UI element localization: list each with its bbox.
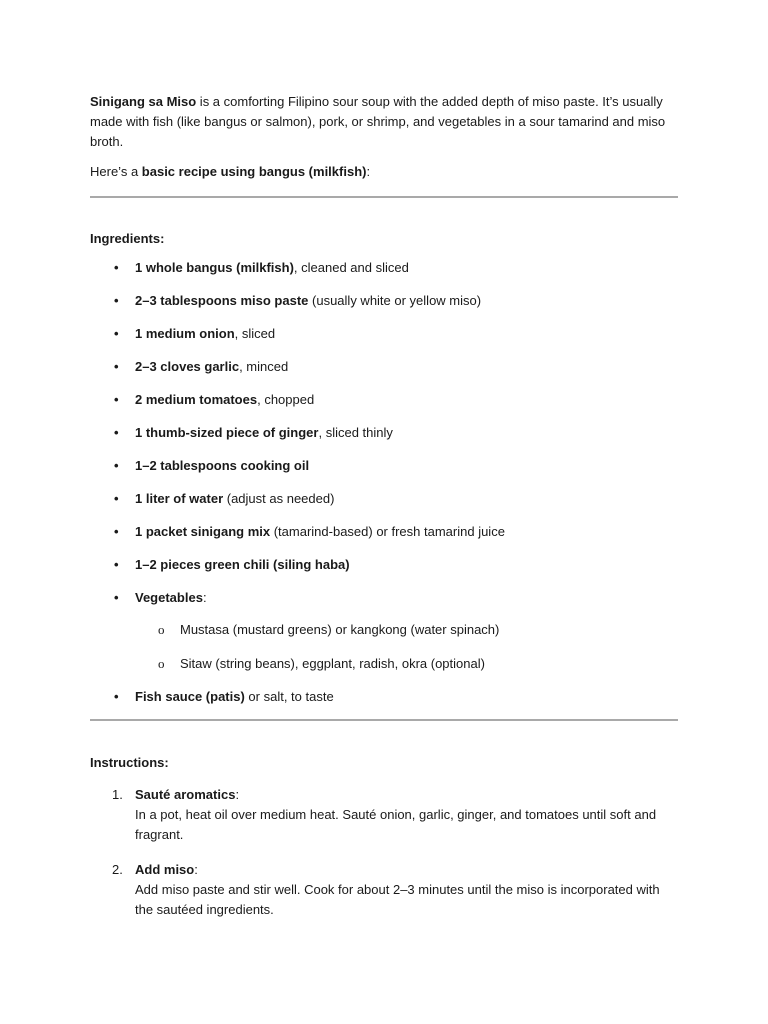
sub-bullet-icon: o (158, 622, 165, 637)
recipe-lead (90, 162, 678, 182)
ingredient-item (90, 423, 678, 443)
bullet-icon: • (114, 260, 119, 275)
recipe-lead-suffix: : (366, 164, 371, 179)
instruction-step (90, 860, 678, 920)
horizontal-divider (90, 719, 678, 721)
ingredient-detail: , sliced thinly (318, 425, 393, 440)
ingredient-item (90, 687, 678, 707)
bullet-icon: • (114, 689, 119, 704)
step-text: In a pot, heat oil over medium heat. Sauté onion, garlic, ginger, and tomatoes until soft and fragrant. (135, 807, 657, 842)
bullet-icon: • (114, 293, 119, 308)
vegetable-item (135, 620, 678, 640)
ingredient-item (90, 522, 678, 542)
ingredient-name: 1 thumb-sized piece of ginger (135, 425, 319, 440)
ingredient-item (90, 324, 678, 344)
instruction-step (90, 785, 678, 845)
ingredient-name: 1–2 pieces green chili (siling haba) (135, 557, 350, 572)
step-title-line (135, 785, 678, 805)
dish-description: is a comforting Filipino sour soup with the added depth of miso paste. It’s usually made with fish (like bangus or salmon), pork, or shrimp, and vegetables in a sour tamarind and miso broth. (90, 94, 666, 149)
recipe-lead-prefix: Here’s a (90, 164, 142, 179)
step-text: Add miso paste and stir well. Cook for about 2–3 minutes until the miso is incorporated with the sautéed ingredients. (135, 882, 660, 917)
ingredient-name: 1 whole bangus (milkfish) (135, 260, 294, 275)
vegetable-text: Mustasa (mustard greens) or kangkong (water spinach) (180, 622, 500, 637)
ingredients-list (90, 258, 678, 707)
horizontal-divider (90, 196, 678, 198)
ingredient-name: 2 medium tomatoes (135, 392, 258, 407)
ingredient-detail: (tamarind-based) or fresh tamarind juice (270, 524, 505, 539)
ingredient-detail: , minced (239, 359, 289, 374)
ingredient-item (90, 555, 678, 575)
ingredient-detail: : (202, 590, 207, 605)
recipe-lead-bold: basic recipe using bangus (milkfish) (141, 164, 367, 179)
document-page (90, 92, 678, 935)
ingredient-item (90, 456, 678, 476)
instructions-list (90, 785, 678, 920)
sub-bullet-icon: o (158, 656, 165, 671)
ingredient-detail: (usually white or yellow miso) (308, 293, 482, 308)
ingredient-name: 2–3 tablespoons miso paste (135, 293, 309, 308)
ingredient-name: 1 packet sinigang mix (135, 524, 271, 539)
bullet-icon: • (114, 425, 119, 440)
step-title: Add miso (135, 862, 195, 877)
step-title-line (135, 860, 678, 880)
ingredient-item-vegetables (90, 588, 678, 674)
step-title: Sauté aromatics (135, 787, 236, 802)
ingredient-detail: , cleaned and sliced (293, 260, 409, 275)
bullet-icon: • (114, 392, 119, 407)
ingredient-detail: , sliced (234, 326, 276, 341)
ingredient-name: 1 medium onion (135, 326, 235, 341)
step-title-colon: : (194, 862, 198, 877)
bullet-icon: • (114, 524, 119, 539)
bullet-icon: • (114, 359, 119, 374)
vegetable-text: Sitaw (string beans), eggplant, radish, okra (optional) (180, 656, 485, 671)
ingredient-item (90, 357, 678, 377)
ingredient-name: 1–2 tablespoons cooking oil (135, 458, 310, 473)
step-number: 1. (112, 787, 123, 802)
ingredient-detail: or salt, to taste (244, 689, 334, 704)
ingredient-item (90, 390, 678, 410)
bullet-icon: • (114, 458, 119, 473)
instructions-heading: Instructions: (90, 755, 169, 770)
bullet-icon: • (114, 590, 119, 605)
step-title-colon: : (235, 787, 240, 802)
bullet-icon: • (114, 326, 119, 341)
ingredient-item (90, 489, 678, 509)
ingredient-name: Vegetables (135, 590, 203, 605)
intro-paragraph (90, 92, 678, 152)
ingredients-heading: Ingredients: (90, 231, 165, 246)
dish-name: Sinigang sa Miso (90, 94, 197, 109)
bullet-icon: • (114, 557, 119, 572)
vegetables-sublist (135, 620, 678, 674)
ingredient-detail: , chopped (257, 392, 315, 407)
ingredient-item (90, 258, 678, 278)
step-number: 2. (112, 862, 123, 877)
bullet-icon: • (114, 491, 119, 506)
ingredient-item (90, 291, 678, 311)
ingredient-name: Fish sauce (patis) (135, 689, 245, 704)
vegetable-item (135, 654, 678, 674)
ingredient-detail: (adjust as needed) (223, 491, 335, 506)
ingredient-name: 1 liter of water (135, 491, 224, 506)
ingredient-name: 2–3 cloves garlic (135, 359, 240, 374)
